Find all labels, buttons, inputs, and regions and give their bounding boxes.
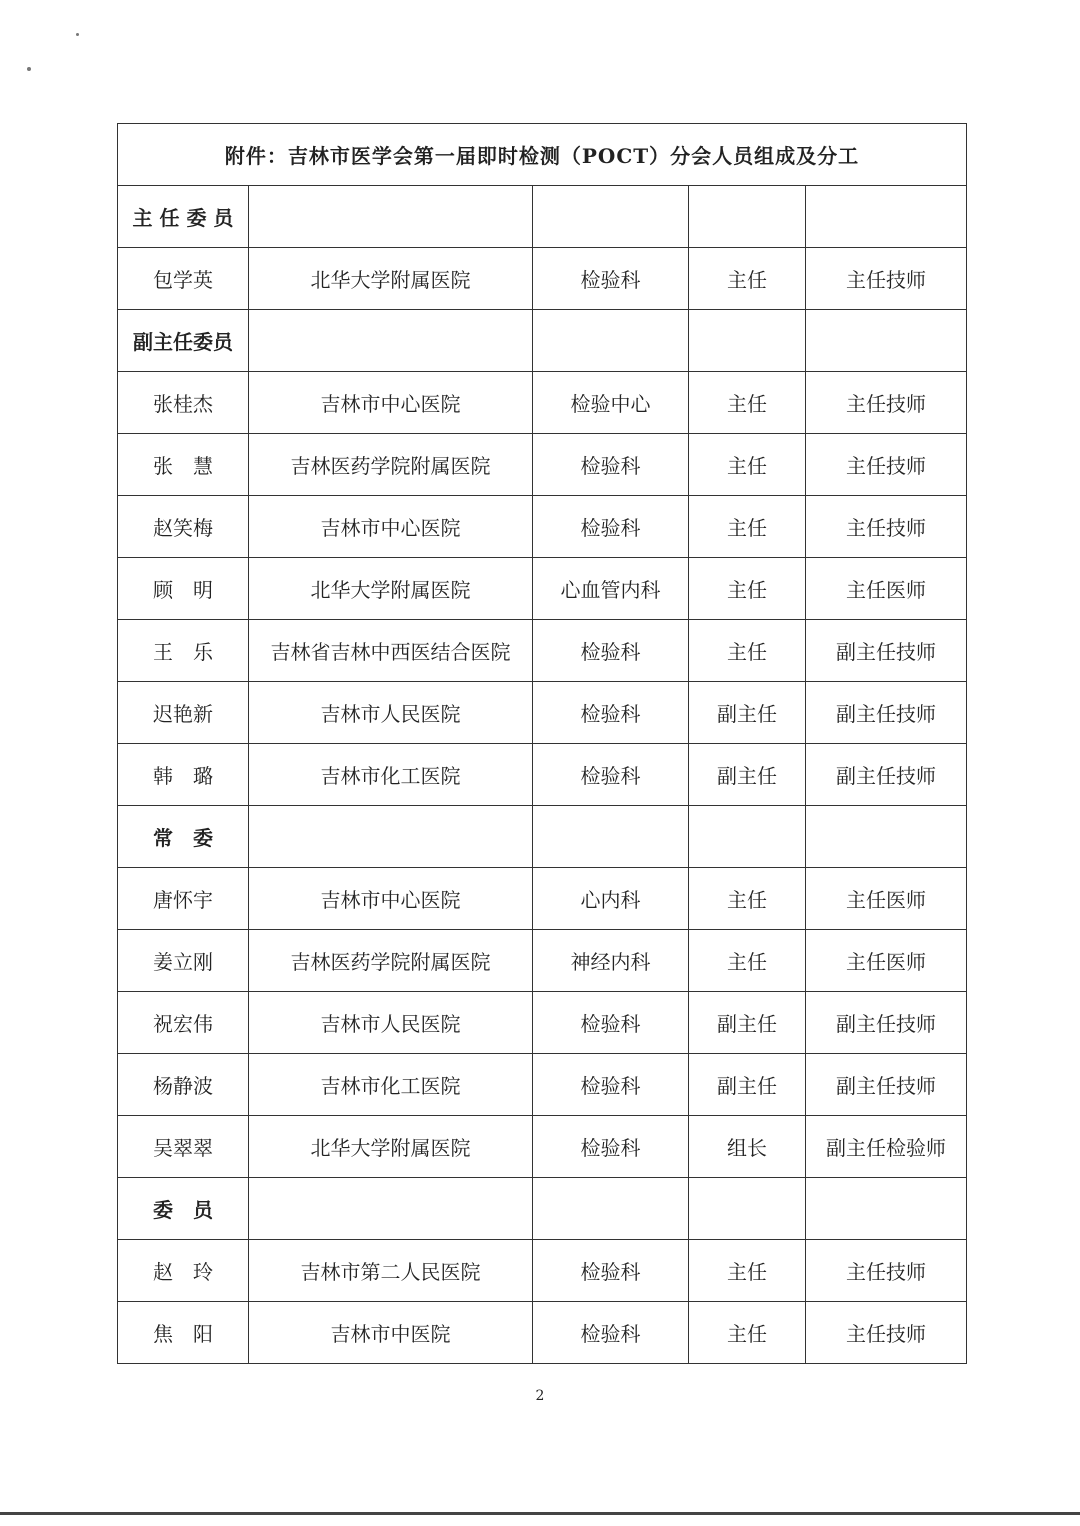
empty-cell bbox=[249, 1178, 533, 1240]
empty-cell bbox=[806, 186, 967, 248]
member-position: 副主任 bbox=[689, 682, 806, 744]
empty-cell bbox=[806, 1178, 967, 1240]
member-position: 主任 bbox=[689, 434, 806, 496]
member-name: 吴翠翠 bbox=[118, 1116, 249, 1178]
section-row bbox=[118, 186, 967, 248]
member-name: 赵 玲 bbox=[118, 1240, 249, 1302]
member-title: 副主任技师 bbox=[806, 620, 967, 682]
table-row bbox=[118, 620, 967, 682]
member-position: 副主任 bbox=[689, 744, 806, 806]
table-row bbox=[118, 682, 967, 744]
member-name: 王 乐 bbox=[118, 620, 249, 682]
member-hospital: 吉林市化工医院 bbox=[249, 744, 533, 806]
section-label: 常 委 bbox=[118, 806, 249, 868]
member-hospital: 吉林市人民医院 bbox=[249, 682, 533, 744]
member-hospital: 吉林市中心医院 bbox=[249, 372, 533, 434]
section-label: 主 任 委 员 bbox=[118, 186, 249, 248]
member-title: 主任技师 bbox=[806, 248, 967, 310]
member-table bbox=[117, 123, 967, 1364]
member-hospital: 吉林市第二人民医院 bbox=[249, 1240, 533, 1302]
member-title: 主任技师 bbox=[806, 1240, 967, 1302]
member-department: 心血管内科 bbox=[533, 558, 689, 620]
member-title: 主任医师 bbox=[806, 868, 967, 930]
section-label: 委 员 bbox=[118, 1178, 249, 1240]
member-name: 张 慧 bbox=[118, 434, 249, 496]
empty-cell bbox=[689, 806, 806, 868]
member-position: 主任 bbox=[689, 930, 806, 992]
member-department: 心内科 bbox=[533, 868, 689, 930]
empty-cell bbox=[533, 186, 689, 248]
table-row bbox=[118, 868, 967, 930]
table-row bbox=[118, 1054, 967, 1116]
member-hospital: 吉林省吉林中西医结合医院 bbox=[249, 620, 533, 682]
table-row bbox=[118, 434, 967, 496]
empty-cell bbox=[806, 310, 967, 372]
member-title: 主任技师 bbox=[806, 434, 967, 496]
member-name: 祝宏伟 bbox=[118, 992, 249, 1054]
table-row bbox=[118, 992, 967, 1054]
member-title: 主任医师 bbox=[806, 930, 967, 992]
table-row bbox=[118, 558, 967, 620]
member-title: 主任技师 bbox=[806, 1302, 967, 1364]
member-position: 主任 bbox=[689, 372, 806, 434]
member-position: 副主任 bbox=[689, 992, 806, 1054]
member-hospital: 吉林医药学院附属医院 bbox=[249, 434, 533, 496]
member-position: 组长 bbox=[689, 1116, 806, 1178]
member-position: 主任 bbox=[689, 248, 806, 310]
member-department: 检验科 bbox=[533, 682, 689, 744]
member-hospital: 北华大学附属医院 bbox=[249, 1116, 533, 1178]
scan-edge-line bbox=[0, 1512, 1080, 1515]
table-row bbox=[118, 930, 967, 992]
member-department: 检验科 bbox=[533, 1116, 689, 1178]
member-position: 主任 bbox=[689, 558, 806, 620]
member-position: 主任 bbox=[689, 1240, 806, 1302]
member-position: 主任 bbox=[689, 1302, 806, 1364]
empty-cell bbox=[806, 806, 967, 868]
empty-cell bbox=[689, 310, 806, 372]
member-hospital: 吉林市化工医院 bbox=[249, 1054, 533, 1116]
member-name: 包学英 bbox=[118, 248, 249, 310]
member-department: 神经内科 bbox=[533, 930, 689, 992]
empty-cell bbox=[533, 310, 689, 372]
empty-cell bbox=[249, 186, 533, 248]
member-department: 检验科 bbox=[533, 744, 689, 806]
section-row bbox=[118, 806, 967, 868]
member-hospital: 吉林市中医院 bbox=[249, 1302, 533, 1364]
member-name: 张桂杰 bbox=[118, 372, 249, 434]
document-title: 附件：吉林市医学会第一届即时检测（POCT）分会人员组成及分工 bbox=[118, 124, 967, 186]
member-hospital: 北华大学附属医院 bbox=[249, 248, 533, 310]
member-department: 检验科 bbox=[533, 496, 689, 558]
member-hospital: 吉林市中心医院 bbox=[249, 496, 533, 558]
member-title: 副主任检验师 bbox=[806, 1116, 967, 1178]
member-title: 主任医师 bbox=[806, 558, 967, 620]
section-label: 副主任委员 bbox=[118, 310, 249, 372]
member-name: 赵笑梅 bbox=[118, 496, 249, 558]
member-name: 唐怀宇 bbox=[118, 868, 249, 930]
member-department: 检验科 bbox=[533, 1054, 689, 1116]
member-position: 副主任 bbox=[689, 1054, 806, 1116]
member-name: 杨静波 bbox=[118, 1054, 249, 1116]
member-title: 副主任技师 bbox=[806, 682, 967, 744]
member-name: 顾 明 bbox=[118, 558, 249, 620]
member-department: 检验科 bbox=[533, 620, 689, 682]
member-name: 焦 阳 bbox=[118, 1302, 249, 1364]
member-title: 主任技师 bbox=[806, 372, 967, 434]
table-row bbox=[118, 1240, 967, 1302]
empty-cell bbox=[689, 186, 806, 248]
table-row bbox=[118, 1116, 967, 1178]
table-row bbox=[118, 496, 967, 558]
member-name: 姜立刚 bbox=[118, 930, 249, 992]
member-department: 检验科 bbox=[533, 992, 689, 1054]
empty-cell bbox=[533, 806, 689, 868]
section-row bbox=[118, 310, 967, 372]
member-department: 检验科 bbox=[533, 1302, 689, 1364]
section-row bbox=[118, 1178, 967, 1240]
member-title: 副主任技师 bbox=[806, 1054, 967, 1116]
empty-cell bbox=[533, 1178, 689, 1240]
member-position: 主任 bbox=[689, 620, 806, 682]
member-hospital: 北华大学附属医院 bbox=[249, 558, 533, 620]
empty-cell bbox=[249, 806, 533, 868]
empty-cell bbox=[249, 310, 533, 372]
member-title: 主任技师 bbox=[806, 496, 967, 558]
member-department: 检验科 bbox=[533, 1240, 689, 1302]
member-hospital: 吉林医药学院附属医院 bbox=[249, 930, 533, 992]
member-department: 检验中心 bbox=[533, 372, 689, 434]
member-title: 副主任技师 bbox=[806, 744, 967, 806]
scan-speck bbox=[76, 33, 79, 36]
table-row bbox=[118, 372, 967, 434]
scan-speck bbox=[27, 67, 31, 71]
empty-cell bbox=[689, 1178, 806, 1240]
table-row bbox=[118, 744, 967, 806]
member-name: 迟艳新 bbox=[118, 682, 249, 744]
table-row bbox=[118, 1302, 967, 1364]
member-hospital: 吉林市中心医院 bbox=[249, 868, 533, 930]
member-name: 韩 璐 bbox=[118, 744, 249, 806]
member-department: 检验科 bbox=[533, 434, 689, 496]
page-number: 2 bbox=[535, 1388, 545, 1404]
table-row bbox=[118, 248, 967, 310]
member-position: 主任 bbox=[689, 496, 806, 558]
member-title: 副主任技师 bbox=[806, 992, 967, 1054]
member-position: 主任 bbox=[689, 868, 806, 930]
member-department: 检验科 bbox=[533, 248, 689, 310]
member-hospital: 吉林市人民医院 bbox=[249, 992, 533, 1054]
